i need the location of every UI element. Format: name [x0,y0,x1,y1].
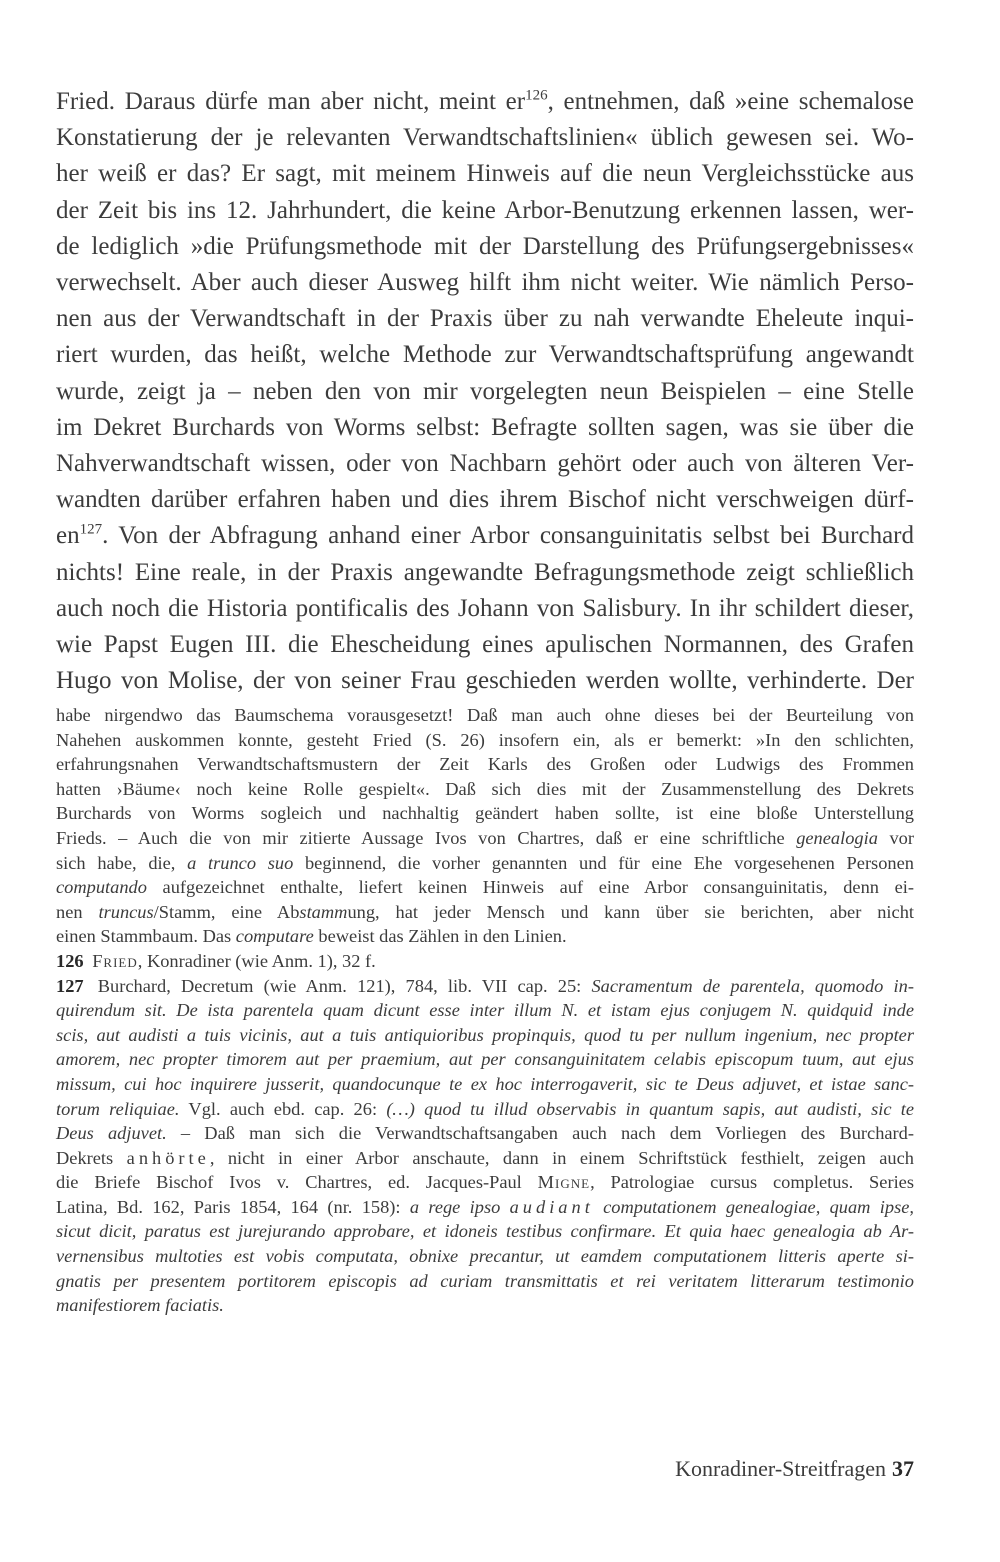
text-line: verwechselt. Aber auch dieser Ausweg hilft ihm nicht weiter. Wie nämlich Perso- [56,269,914,297]
running-title: Konradiner-Streitfragen [675,1456,886,1481]
text-line: $en^{127}$. Von der Abfragung anhand einer Arbor consanguinitatis selbst bei Burchard [56,522,914,550]
author-name: Fried [92,950,138,971]
footnote-line: scis, aut audisti a tuis vicinis, aut a tuis antiquioribus propinquis, quod tu per nullum ingenium, nec propter [56,1024,914,1045]
footnote-line: amorem, nec propter timorem aut per praemium, aut per consanguinitatem celabis episcopum tuum, aut ejus [56,1049,914,1070]
text-line: Nahverwandtschaft wissen, oder von Nachbarn gehört oder auch von älteren Ver- [56,450,914,478]
text-line: auch noch die Historia pontificalis des Johann von Salisbury. In ihr schildert dieser, [56,594,914,622]
footnote-ref: 127 [79,522,103,539]
text-line: nichts! Eine reale, in der Praxis angewandte Befragungsmethode zeigt schließlich [56,558,914,586]
footnotes-section [56,703,914,1318]
footnote-line: quirendum sit. De ista parentela quam dicunt esse inter illum N. et istam ejus conjugem N. quidquid inde [56,1000,914,1021]
footnote-line: Latina, Bd. 162, Paris 1854, 164 (nr. 158): a rege ipso audiant computationem genealogiae, quam ipse, [56,1196,914,1217]
footnote-line: Burchards von Worms sogleich und nachhaltig geändert haben sollte, ist eine bloße Unterstellung [56,803,914,824]
footnote-line: Nahehen auskommen konnte, gesteht Fried (S. 26) insofern ein, als er bemerkt: »In den schlichten, [56,729,914,750]
text-line: Hugo von Molise, der von seiner Frau geschieden werden wollte, verhinderte. Der [56,667,914,695]
footnote-line: Deus adjuvet. – Daß man sich die Verwandtschaftsangaben auch nach dem Vorliegen des Burchard- [56,1123,914,1144]
footnote-line: die Briefe Bischof Ivos v. Chartres, ed. Jacques-Paul Migne, Patrologiae cursus completus. Series [56,1172,914,1193]
text-line: de lediglich »die Prüfungsmethode mit der Darstellung des Prüfungsergebnisses« [56,232,914,260]
footnote-line: Frieds. – Auch die von mir zitierte Aussage Ivos von Chartres, daß er eine schriftliche genealogia vor [56,827,914,848]
text-line: der Zeit bis ins 12. Jahrhundert, die keine Arbor-Benutzung erkennen lassen, wer- [56,196,914,224]
text-line: nen aus der Verwandtschaft in der Praxis über zu nah verwandte Eheleute inqui- [56,305,914,333]
footnote-line: sicut dicit, paratus est jurejurando approbare, et idoneis testibus confirmare. Et quia haec genealogia ab Ar- [56,1221,914,1242]
footnote-line: erfahrungsnahen Verwandtschaftsmustern der Zeit Karls des Großen oder Ludwigs des Frommen [56,754,914,775]
footnote-number: 127 [56,975,84,996]
text-line: wurde, zeigt ja – neben den von mir vorgelegten neun Beispielen – eine Stelle [56,377,914,405]
footnote-line: manifestiorem faciatis. [56,1295,224,1316]
footnote-line: nen truncus/Stamm, eine Abstammung, hat jeder Mensch und kann über sie berichten, aber nicht [56,901,915,922]
footnote-line: habe nirgendwo das Baumschema vorausgesetzt! Daß man auch ohne dieses bei der Beurteilung von [56,705,914,725]
text-line: wandten darüber erfahren haben und dies ihrem Bischof nicht verschweigen dürf- [56,486,914,514]
footnote-127: 127 Burchard, Decretum (wie Anm. 121), 784, lib. VII cap. 25: Sacramentum de parentela, quomodo in- [56,975,914,996]
footnote-ref: 126 [525,87,548,104]
footnote-line: hatten ›Bäume‹ noch keine Rolle gespielt«. Daß sich dies mit der Zusammenstellung des Dekrets [56,778,914,799]
footnote-126: 126 Fried, Konradiner (wie Anm. 1), 32 f. [56,950,376,971]
footnote-number: 126 [56,950,84,971]
page-number: 37 [892,1456,914,1481]
author-name: Migne [537,1172,591,1193]
running-footer [675,1456,914,1482]
footnote-line: torum reliquiae. Vgl. auch ebd. cap. 26: (…) quod tu illud observabis in quantum sapis, aut audisti, sic te [56,1098,915,1119]
footnote-line: vernensibus multoties est vobis computata, obnixe precantur, ut eamdem computationem litteris aperte si- [56,1246,914,1267]
footnote-line: missum, cui hoc inquirere jusserit, quandocunque te ex hoc interrogaverit, sic te Deus adjuvet, et istae sanc- [56,1073,914,1094]
main-text-body [56,84,914,699]
footnote-line: gnatis per presentem portitorem episcopis ad curiam transmittatis et rei veritatem litterarum testimonio [56,1270,914,1291]
footnote-line: einen Stammbaum. Das computare beweist das Zählen in den Linien. [56,926,567,947]
footnote-line: sich habe, die, a trunco suo beginnend, die vorher genannten und für eine Ehe vorgesehenen Personen [56,852,914,873]
text-line: Konstatierung der je relevanten Verwandtschaftslinien« üblich gewesen sei. Wo- [56,124,914,152]
footnote-line: Dekrets anhörte, nicht in einer Arbor anschaute, dann in einem Schriftstück festhielt, zeigen auch [56,1147,914,1168]
footnote-line: computando aufgezeichnet enthalte, liefert keinen Hinweis auf eine Arbor consanguinitatis, denn ei- [56,877,914,898]
text-line: im Dekret Burchards von Worms selbst: Befragte sollten sagen, was sie über die [56,413,914,441]
text-line: her weiß er das? Er sagt, mit meinem Hinweis auf die neun Vergleichsstücke aus [56,160,914,188]
text-line: Fried. Daraus dürfe man aber nicht, meint $er^{126}$, entnehmen, daß »eine schemalose [56,87,914,115]
text-line: wie Papst Eugen III. die Ehescheidung eines apulischen Normannen, des Grafen [56,631,914,659]
text-line: riert wurden, das heißt, welche Methode zur Verwandtschaftsprüfung angewandt [56,341,914,369]
